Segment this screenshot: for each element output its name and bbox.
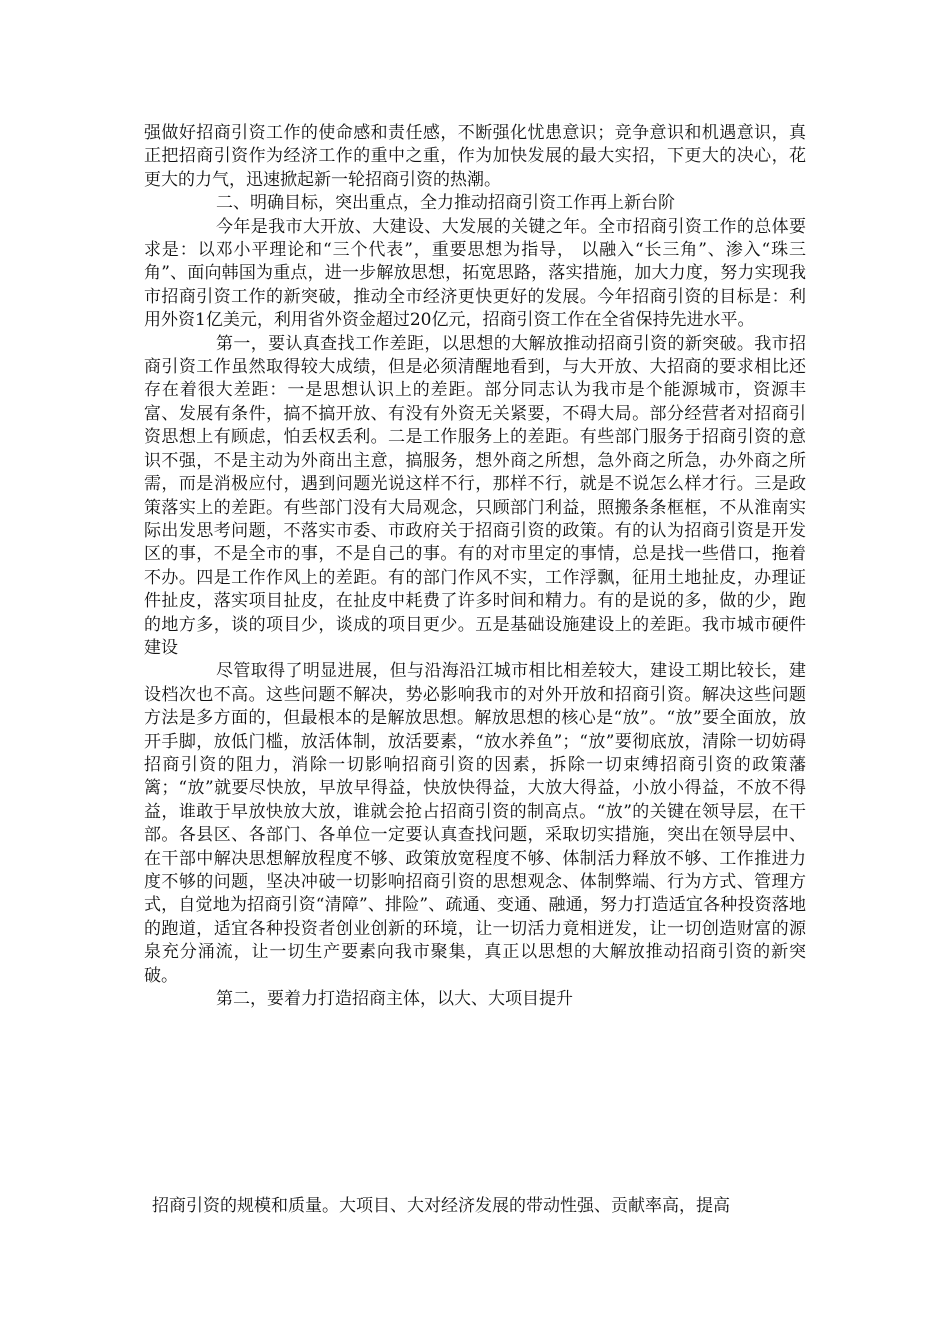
section-heading-two: 二、明确目标，突出重点，全力推动招商引资工作再上新台阶 (216, 193, 675, 214)
paragraph-intro-continuation: 强做好招商引资工作的使命感和责任感，不断强化忧患意识；竞争意识和机遇意识，真正把招商引资作为经济工作的重中之重，作为加快发展的最大实招，下更大的决心，花更大的力气，迅速掀起新一轮招商引资的热潮。 (144, 123, 806, 190)
paragraph-first-point: 第一，要认真查找工作差距，以思想的大解放推动招商引资的新突破。我市招商引资工作虽然取得较大成绩，但是必须清醒地看到，与大开放、大招商的要求相比还存在着很大差距：一是思想认识上的差距。部分同志认为我市是个能源城市，资源丰富、发展有条件，搞不搞开放、有没有外资无关紧要，不碍大局。部分经营者对招商引资思想上有顾虑，怕丢权丢利。二是工作服务上的差距。有些部门服务于招商引资的意识不强，不是主动为外商出主意，搞服务，想外商之所想，急外商之所急，办外商之所需，而是消极应付，遇到问题光说这样不行，那样不行，就是不说怎么样才行。三是政策落实上的差距。有些部门没有大局观念，只顾部门利益，照搬条条框框，不从淮南实际出发思考问题，不落实市委、市政府关于招商引资的政策。有的认为招商引资是开发区的事，不是全市的事，不是自己的事。有的对市里定的事情，总是找一些借口，拖着不办。四是工作作风上的差距。有的部门作风不实，工作浮飘，征用土地扯皮，办理证件扯皮，落实项目扯皮，在扯皮中耗费了许多时间和精力。有的是说的多，做的少，跑的地方多，谈的项目少，谈成的项目更少。五是基础设施建设上的差距。我市城市硬件建设 (144, 333, 806, 658)
paragraph-liberate-thinking: 尽管取得了明显进展，但与沿海沿江城市相比相差较大，建设工期比较长，建设档次也不高。这些问题不解决，势必影响我市的对外开放和招商引资。解决这些问题方法是多方面的，但最根本的是解放思想。解放思想的核心是“放”。“放”要全面放，放开手脚，放低门槛，放活体制，放活要素，“放水养鱼”；“放”要彻底放，清除一切妨碍招商引资的阻力，消除一切影响招商引资的因素，拆除一切束缚招商引资的政策藩篱；“放”就要尽快放，早放早得益，快放快得益，大放大得益，小放小得益，不放不得益，谁敢于早放快放大放，谁就会抢占招商引资的制高点。“放”的关键在领导层，在干部。各县区、各部门、各单位一定要认真查找问题，采取切实措施，突出在领导层中、在干部中解决思想解放程度不够、政策放宽程度不够、体制活力释放不够、工作推进力度不够的问题，坚决冲破一切影响招商引资的思想观念、体制弊端、行为方式、管理方式，自觉地为招商引资“清障”、排险”、疏通、变通、融通，努力打造适宜各种投资落地的跑道，适宜各种投资者创业创新的环境，让一切活力竟相迸发，让一切创造财富的源泉充分涌流，让一切生产要素向我市聚集，真正以思想的大解放推动招商引资的新突破。 (144, 661, 806, 986)
document-body (144, 122, 806, 1011)
paragraph-annual-goals: 今年是我市大开放、大建设、大发展的关键之年。全市招商引资工作的总体要求是：以邓小平理论和“三个代表”，重要思想为指导， 以融入“长三角”、渗入“珠三角”、面向韩国为重点，进一步解放思想，拓宽思路，落实措施，加大力度，努力实现我市招商引资工作的新突破，推动全市经济更快更好的发展。今年招商引资的目标是：利用外资1亿美元，利用省外资金超过20亿元，招商引资工作在全省保持先进水平。 (144, 216, 806, 331)
continuation-line: 招商引资的规模和质量。大项目、大对经济发展的带动性强、贡献率高，提高 (152, 1196, 730, 1216)
paragraph-second-point-heading: 第二，要着力打造招商主体，以大、大项目提升 (216, 989, 573, 1010)
